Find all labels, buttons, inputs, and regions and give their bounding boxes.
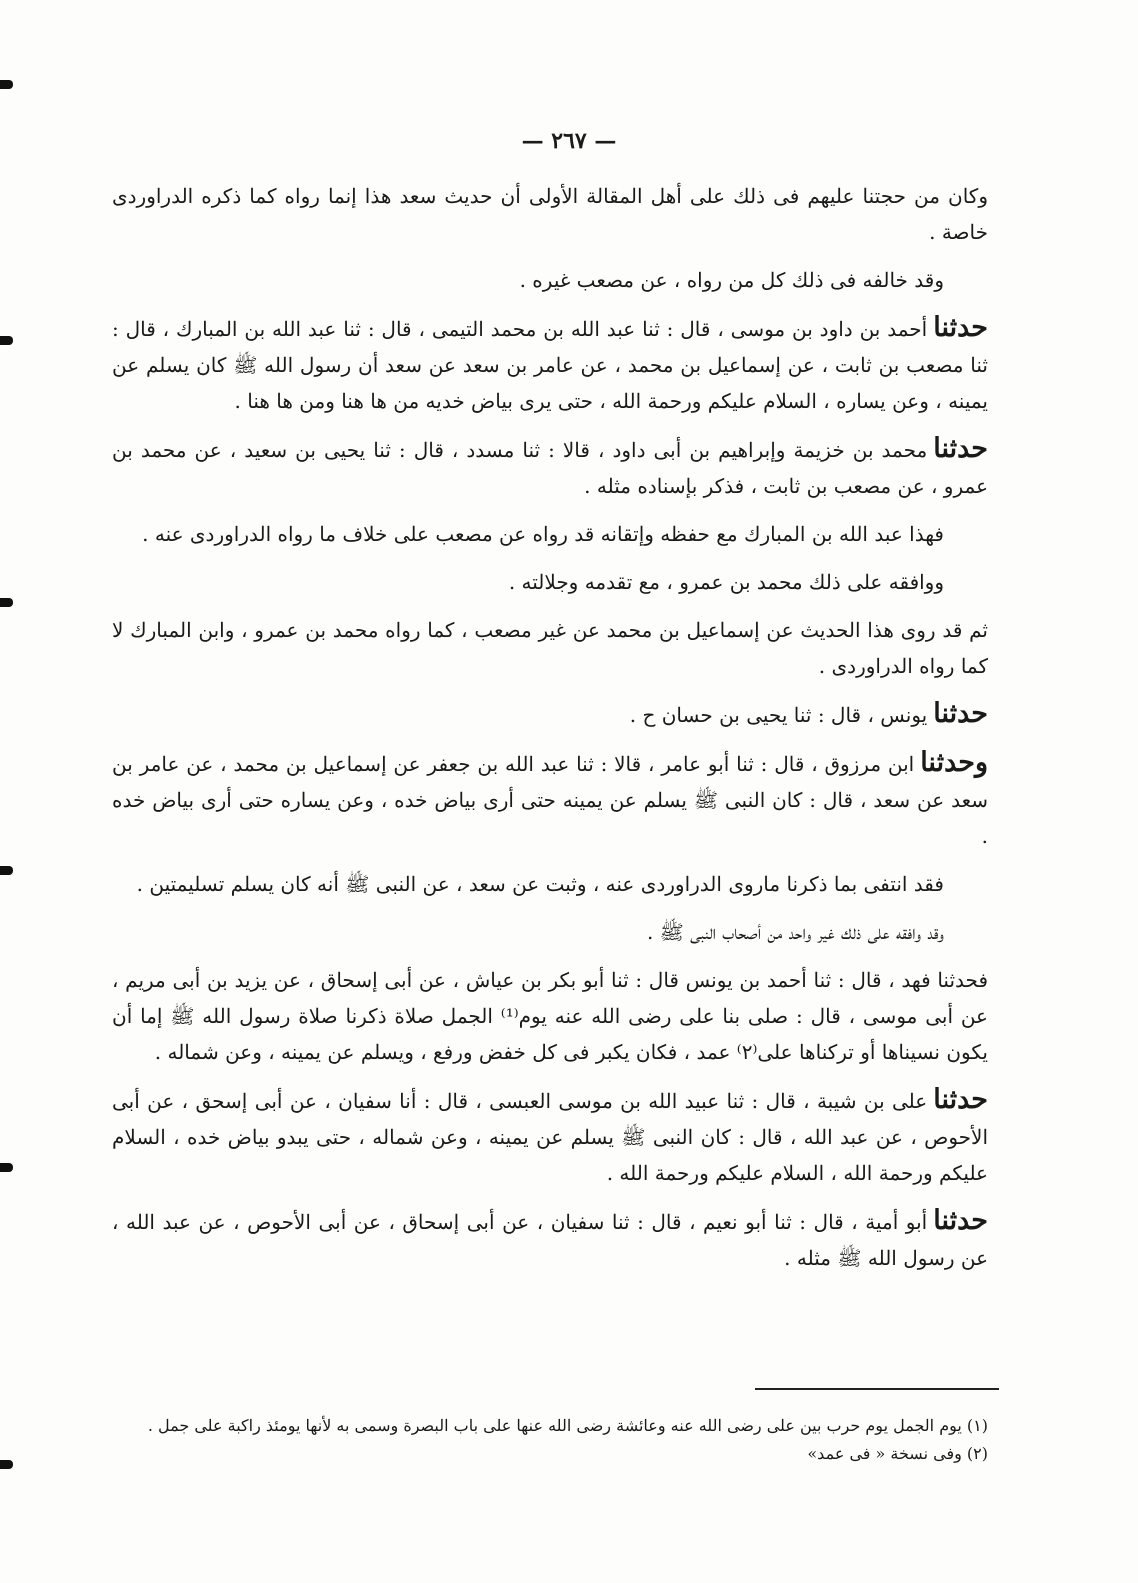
body-text xyxy=(112,178,988,1288)
paragraph xyxy=(112,914,988,950)
page-edge-mark xyxy=(0,336,13,345)
paragraph-text: أبو أمية ، قال : ثنا أبو نعيم ، قال : ثنا سفيان ، عن أبى إسحاق ، عن أبى الأحوص ، عن عبد الله ، عن رسول الله ﷺ مثله . xyxy=(112,1210,988,1270)
hadith-paragraph xyxy=(112,431,988,504)
paragraph-lead-word: حدثنا xyxy=(933,1084,988,1115)
paragraph xyxy=(112,866,988,902)
footnote: (٢) وفى نسخة « فى عمد» xyxy=(807,1444,988,1463)
paragraph xyxy=(112,516,988,552)
paragraph-lead-word: حدثنا xyxy=(933,312,988,343)
paragraph-lead-word: حدثنا xyxy=(933,698,988,729)
paragraph-text: محمد بن خزيمة وإبراهيم بن أبى داود ، قالا : ثنا مسدد ، قال : ثنا يحيى بن سعيد ، عن محمد بن عمرو ، عن مصعب بن ثابت ، فذكر بإسناده مثله . xyxy=(112,438,988,498)
paragraph-text: ووافقه على ذلك محمد بن عمرو ، مع تقدمه وجلالته . xyxy=(508,570,944,594)
page-edge-mark xyxy=(0,1163,13,1172)
paragraph xyxy=(112,262,988,298)
paragraph-text: ابن مرزوق ، قال : ثنا أبو عامر ، قالا : ثنا عبد الله بن جعفر عن إسماعيل بن محمد ، عن عامر بن سعد عن سعد ، قال : كان النبى ﷺ يسلم عن يمينه حتى أرى بياض خده ، وعن يساره حتى أرى بياض خده . xyxy=(112,752,988,848)
page-edge-mark xyxy=(0,1460,13,1469)
page-edge-mark xyxy=(0,866,13,875)
paragraph xyxy=(112,612,988,684)
page-edge-mark xyxy=(0,598,13,607)
footnote-divider xyxy=(755,1388,999,1390)
hadith-paragraph xyxy=(112,1203,988,1276)
paragraph-text: على بن شيبة ، قال : ثنا عبيد الله بن موسى العبسى ، قال : أنا سفيان ، عن أبى إسحق ، عن أبى الأحوص ، عن عبد الله ، قال : كان النبى ﷺ يسلم عن يمينه ، وعن شماله ، حتى يبدو بياض خده ، السلام عليكم ورحمة الله ، السلام عليكم ورحمة الله . xyxy=(112,1089,988,1185)
hadith-paragraph xyxy=(112,310,988,419)
paragraph-lead-word: حدثنا xyxy=(933,433,988,464)
footnote: (١) يوم الجمل يوم حرب بين على رضى الله عنه وعائشة رضى الله عنها على باب البصرة وسمى به لأنها يومئذ راكبة على جمل . xyxy=(147,1416,988,1435)
hadith-paragraph xyxy=(112,745,988,854)
paragraph-lead-word: حدثنا xyxy=(933,1205,988,1236)
page-number: — ٢٦٧ — xyxy=(521,128,617,154)
paragraph-text: فهذا عبد الله بن المبارك مع حفظه وإتقانه قد رواه عن مصعب على خلاف ما رواه الدراوردى عنه . xyxy=(142,522,944,546)
hadith-paragraph xyxy=(112,1082,988,1191)
paragraph xyxy=(112,564,988,600)
page-edge-mark xyxy=(0,80,13,89)
paragraph xyxy=(112,178,988,250)
paragraph-text: وقد خالفه فى ذلك كل من رواه ، عن مصعب غيره . xyxy=(519,268,944,292)
paragraph-text: أحمد بن داود بن موسى ، قال : ثنا عبد الله بن محمد التيمى ، قال : ثنا عبد الله بن المبارك ، قال : ثنا مصعب بن ثابت ، عن إسماعيل بن محمد ، عن عامر بن سعد عن سعد أن رسول الله ﷺ كان يسلم عن يمينه ، وعن يساره ، السلام عليكم ورحمة الله ، حتى يرى بياض خديه من ها هنا ومن ها هنا . xyxy=(112,317,988,413)
paragraph-text: وقد وافقه على ذلك غير واحد من أصحاب النبى ﷺ . xyxy=(646,920,944,944)
paragraph-text: ثم قد روى هذا الحديث عن إسماعيل بن محمد عن غير مصعب ، كما رواه محمد بن عمرو ، وابن المبارك لا كما رواه الدراوردى . xyxy=(112,618,988,678)
paragraph xyxy=(112,962,988,1070)
paragraph-text: فحدثنا فهد ، قال : ثنا أحمد بن يونس قال : ثنا أبو بكر بن عياش ، عن أبى إسحاق ، عن يزيد بن أبى مريم ، عن أبى موسى ، قال : صلى بنا على رضى الله عنه يوم⁽¹⁾ الجمل صلاة ذكرنا صلاة رسول الله ﷺ إما أن يكون نسيناها أو تركناها على⁽٢⁾ عمد ، فكان يكبر فى كل خفض ورفع ، ويسلم عن يمينه ، وعن شماله . xyxy=(112,968,988,1064)
paragraph-text: فقد انتفى بما ذكرنا ماروى الدراوردى عنه ، وثبت عن سعد ، عن النبى ﷺ أنه كان يسلم تسليمتين . xyxy=(136,872,944,896)
paragraph-text: يونس ، قال : ثنا يحيى بن حسان ح . xyxy=(629,703,928,727)
hadith-paragraph xyxy=(112,696,988,733)
paragraph-lead-word: وحدثنا xyxy=(920,747,988,778)
paragraph-text: وكان من حجتنا عليهم فى ذلك على أهل المقالة الأولى أن حديث سعد هذا إنما رواه كما ذكره الدراوردى خاصة . xyxy=(112,184,988,244)
footnotes xyxy=(112,1412,988,1468)
